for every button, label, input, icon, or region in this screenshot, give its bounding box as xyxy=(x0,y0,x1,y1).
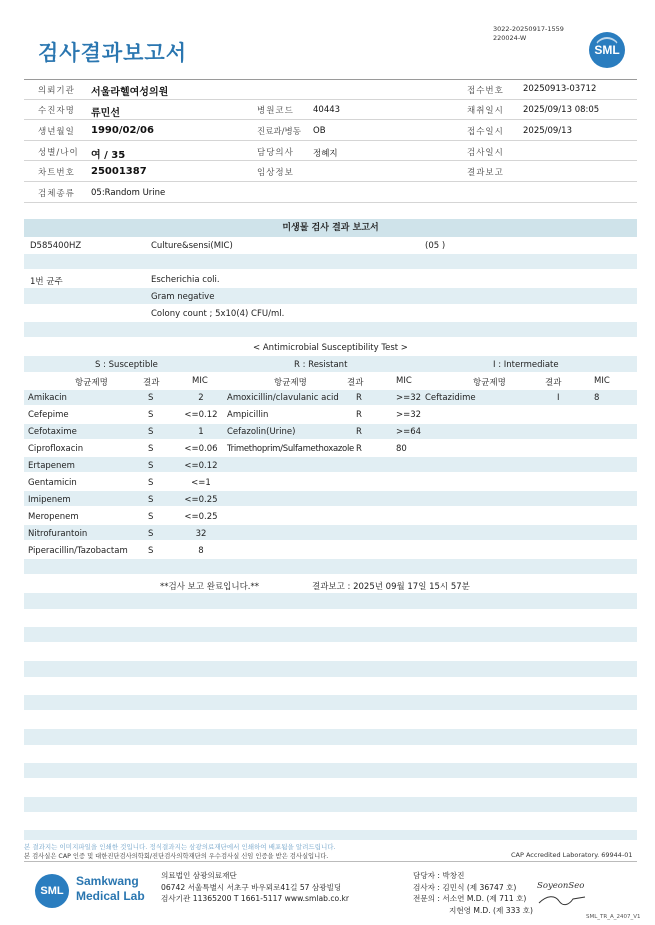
drug-mic: 1 xyxy=(198,427,204,437)
drug-result: S xyxy=(148,461,154,471)
drug-mic: <=0.12 xyxy=(184,410,218,420)
organism-label: 1번 균주 xyxy=(30,277,63,287)
drug-name: Ciprofloxacin xyxy=(28,444,84,454)
stripe xyxy=(24,593,637,609)
drug-mic: >=32 xyxy=(396,393,422,403)
legend-resistant: R : Resistant xyxy=(294,360,348,370)
collection-date-value: 2025/09/13 08:05 xyxy=(523,105,600,115)
drug-mic: <=0.06 xyxy=(184,444,218,454)
drug-mic: >=64 xyxy=(396,427,422,437)
drug-mic: 2 xyxy=(198,393,204,403)
tester: 검사자 : 김민식 (제 36747 호) xyxy=(413,882,517,892)
col-header-result: 결과 xyxy=(347,378,364,388)
stripe xyxy=(24,695,637,710)
brand-line2: Medical Lab xyxy=(76,889,145,903)
chart-no-label: 차트번호 xyxy=(38,168,75,178)
dob-label: 생년월일 xyxy=(38,127,75,137)
hospital-code-label: 병원코드 xyxy=(257,106,294,116)
test-code: D585400HZ xyxy=(30,241,82,251)
col-header-mic: MIC xyxy=(594,376,610,386)
organism-name: Escherichia coli. xyxy=(151,275,220,285)
cap-accreditation: CAP Accredited Laboratory. 69944-01 xyxy=(511,851,633,859)
drug-name: Imipenem xyxy=(28,495,71,505)
test-name: Culture&sensi(MIC) xyxy=(151,241,233,251)
legend-susceptible: S : Susceptible xyxy=(95,360,158,370)
sml-footer-logo-text: SML xyxy=(40,885,64,897)
requesting-org-label: 의뢰기관 xyxy=(38,86,75,96)
stripe xyxy=(24,559,637,574)
drug-name: Gentamicin xyxy=(28,478,77,488)
document-id-line1: 3022-20250917-1559 xyxy=(493,25,564,33)
gram-stain: Gram negative xyxy=(151,292,215,302)
test-date-label: 검사일시 xyxy=(467,148,504,158)
stripe xyxy=(24,729,637,745)
drug-result: S xyxy=(148,444,154,454)
report-title: 검사결과보고서 xyxy=(38,41,188,65)
divider xyxy=(24,202,637,203)
sex-age-value: 여 / 35 xyxy=(91,150,126,161)
report-label: 결과보고 xyxy=(467,168,504,178)
drug-name: Cefazolin(Urine) xyxy=(227,427,296,437)
drug-mic: >=32 xyxy=(396,410,422,420)
drug-result: S xyxy=(148,512,154,522)
drug-mic: 8 xyxy=(594,393,600,403)
drug-name: Ampicillin xyxy=(227,410,269,420)
manager: 담당자 : 박창진 xyxy=(413,871,465,880)
form-code: SML_TR_A_2407_V1 xyxy=(586,914,641,920)
drug-result: S xyxy=(148,546,154,556)
signature-tester: SoyeonSeo xyxy=(537,881,585,891)
doctor-value: 정혜지 xyxy=(313,149,338,159)
requesting-org-value: 서울라헬여성의원 xyxy=(91,87,169,98)
stripe xyxy=(24,661,637,677)
org-name: 의료법인 삼광의료재단 xyxy=(161,871,237,880)
org-address: 06742 서울특별시 서초구 바우뫼로41길 57 삼광빌딩 xyxy=(161,882,342,892)
divider xyxy=(24,79,637,80)
stripe xyxy=(24,322,637,337)
drug-result: R xyxy=(356,410,362,420)
staff-info xyxy=(413,870,533,916)
drug-result: S xyxy=(148,478,154,488)
stripe xyxy=(24,254,637,269)
receipt-date-label: 접수일시 xyxy=(467,127,504,137)
receipt-no-value: 20250913-03712 xyxy=(523,84,597,94)
receipt-no-label: 접수번호 xyxy=(467,86,504,96)
document-id-line2: 220024-W xyxy=(493,34,527,42)
hospital-code-value: 40443 xyxy=(313,105,341,115)
drug-name: Cefotaxime xyxy=(28,427,77,437)
drug-result: I xyxy=(557,393,560,403)
drug-result: S xyxy=(148,529,154,539)
stripe xyxy=(24,525,637,540)
divider xyxy=(24,119,637,120)
drug-name: Amikacin xyxy=(28,393,67,403)
drug-name: Nitrofurantoin xyxy=(28,529,88,539)
col-header-drug: 항균제명 xyxy=(274,378,307,388)
specimen-label: 검체종류 xyxy=(38,189,75,199)
receipt-date-value: 2025/09/13 xyxy=(523,126,572,136)
drug-name: Amoxicillin/clavulanic acid xyxy=(227,393,339,403)
col-header-drug: 항균제명 xyxy=(75,378,108,388)
drug-name: Ertapenem xyxy=(28,461,75,471)
colony-count: Colony count ; 5x10(4) CFU/ml. xyxy=(151,309,285,319)
drug-name: Piperacillin/Tazobactam xyxy=(28,546,128,556)
signature-expert-icon xyxy=(537,893,587,907)
doctor-label: 담당의사 xyxy=(257,148,294,158)
stripe xyxy=(24,457,637,472)
examinee-value: 류민선 xyxy=(91,108,120,119)
divider xyxy=(24,99,637,100)
divider xyxy=(24,181,637,182)
document-id xyxy=(493,25,564,43)
organization-info xyxy=(161,870,349,905)
drug-mic: <=1 xyxy=(191,478,211,488)
drug-result: R xyxy=(356,427,362,437)
drug-mic: 8 xyxy=(198,546,204,556)
drug-name: Ceftazidime xyxy=(425,393,476,403)
col-header-mic: MIC xyxy=(192,376,208,386)
drug-mic: <=0.12 xyxy=(184,461,218,471)
sml-logo xyxy=(589,32,625,68)
ast-title: < Antimicrobial Susceptibility Test > xyxy=(253,343,408,353)
stripe xyxy=(24,830,637,840)
col-header-drug: 항균제명 xyxy=(473,378,506,388)
notice-image-print: 본 결과지는 이미지파일을 인쇄한 것입니다. 정식결과지는 삼광의료재단에서 인쇄하여 배포됨을 알려드립니다. xyxy=(24,843,336,851)
drug-result: S xyxy=(148,427,154,437)
report-complete-text: **검사 보고 완료입니다.** xyxy=(160,582,260,592)
drug-mic: <=0.25 xyxy=(184,495,218,505)
drug-result: S xyxy=(148,495,154,505)
stripe xyxy=(24,288,637,304)
sml-footer-logo xyxy=(35,874,69,908)
expert-2: 지현영 M.D. (제 333 호) xyxy=(449,905,533,915)
divider xyxy=(24,140,637,141)
sex-age-label: 성별/나이 xyxy=(38,148,79,158)
dept-label: 진료과/병동 xyxy=(257,127,301,137)
footer-divider xyxy=(24,861,637,862)
specimen-value: 05:Random Urine xyxy=(91,188,166,198)
examinee-label: 수진자명 xyxy=(38,106,75,116)
drug-result: S xyxy=(148,393,154,403)
drug-name: Cefepime xyxy=(28,410,69,420)
drug-name: Meropenem xyxy=(28,512,79,522)
org-contact: 검사기관 11365200 T 1661-5117 www.smlab.co.kr xyxy=(161,894,349,903)
drug-name: Trimethoprim/Sulfamethoxazole xyxy=(227,444,354,454)
sml-logo-text: SML xyxy=(594,43,620,57)
drug-mic: <=0.25 xyxy=(184,512,218,522)
drug-result: R xyxy=(356,444,362,454)
notice-accreditation: 본 검사실은 CAP 인증 및 대한진단검사의학회/진단검사의학재단의 우수검사실 신임 인증을 받은 검사실입니다. xyxy=(24,853,329,860)
drug-mic: 80 xyxy=(396,444,407,454)
collection-date-label: 채취일시 xyxy=(467,106,504,116)
dept-value: OB xyxy=(313,126,326,136)
stripe xyxy=(24,797,637,812)
legend-intermediate: I : Intermediate xyxy=(493,360,559,370)
dob-value: 1990/02/06 xyxy=(91,125,154,136)
stripe xyxy=(24,424,637,439)
col-header-result: 결과 xyxy=(545,378,562,388)
stripe xyxy=(24,627,637,642)
brand-line1: Samkwang xyxy=(76,874,139,888)
col-header-result: 결과 xyxy=(143,378,160,388)
brand-name xyxy=(76,874,145,904)
drug-mic: 32 xyxy=(195,529,207,539)
report-time: 결과보고 : 2025년 09월 17일 15시 57분 xyxy=(312,582,470,592)
drug-result: S xyxy=(148,410,154,420)
expert-1: 전문의 : 서소연 M.D. (제 711 호) xyxy=(413,894,527,903)
clinical-info-label: 임상정보 xyxy=(257,168,294,178)
col-header-mic: MIC xyxy=(396,376,412,386)
test-suffix: (05 ) xyxy=(425,241,446,251)
drug-result: R xyxy=(356,393,362,403)
stripe xyxy=(24,763,637,778)
micro-report-title: 미생물 검사 결과 보고서 xyxy=(282,223,379,233)
chart-no-value: 25001387 xyxy=(91,166,147,177)
stripe xyxy=(24,491,637,506)
